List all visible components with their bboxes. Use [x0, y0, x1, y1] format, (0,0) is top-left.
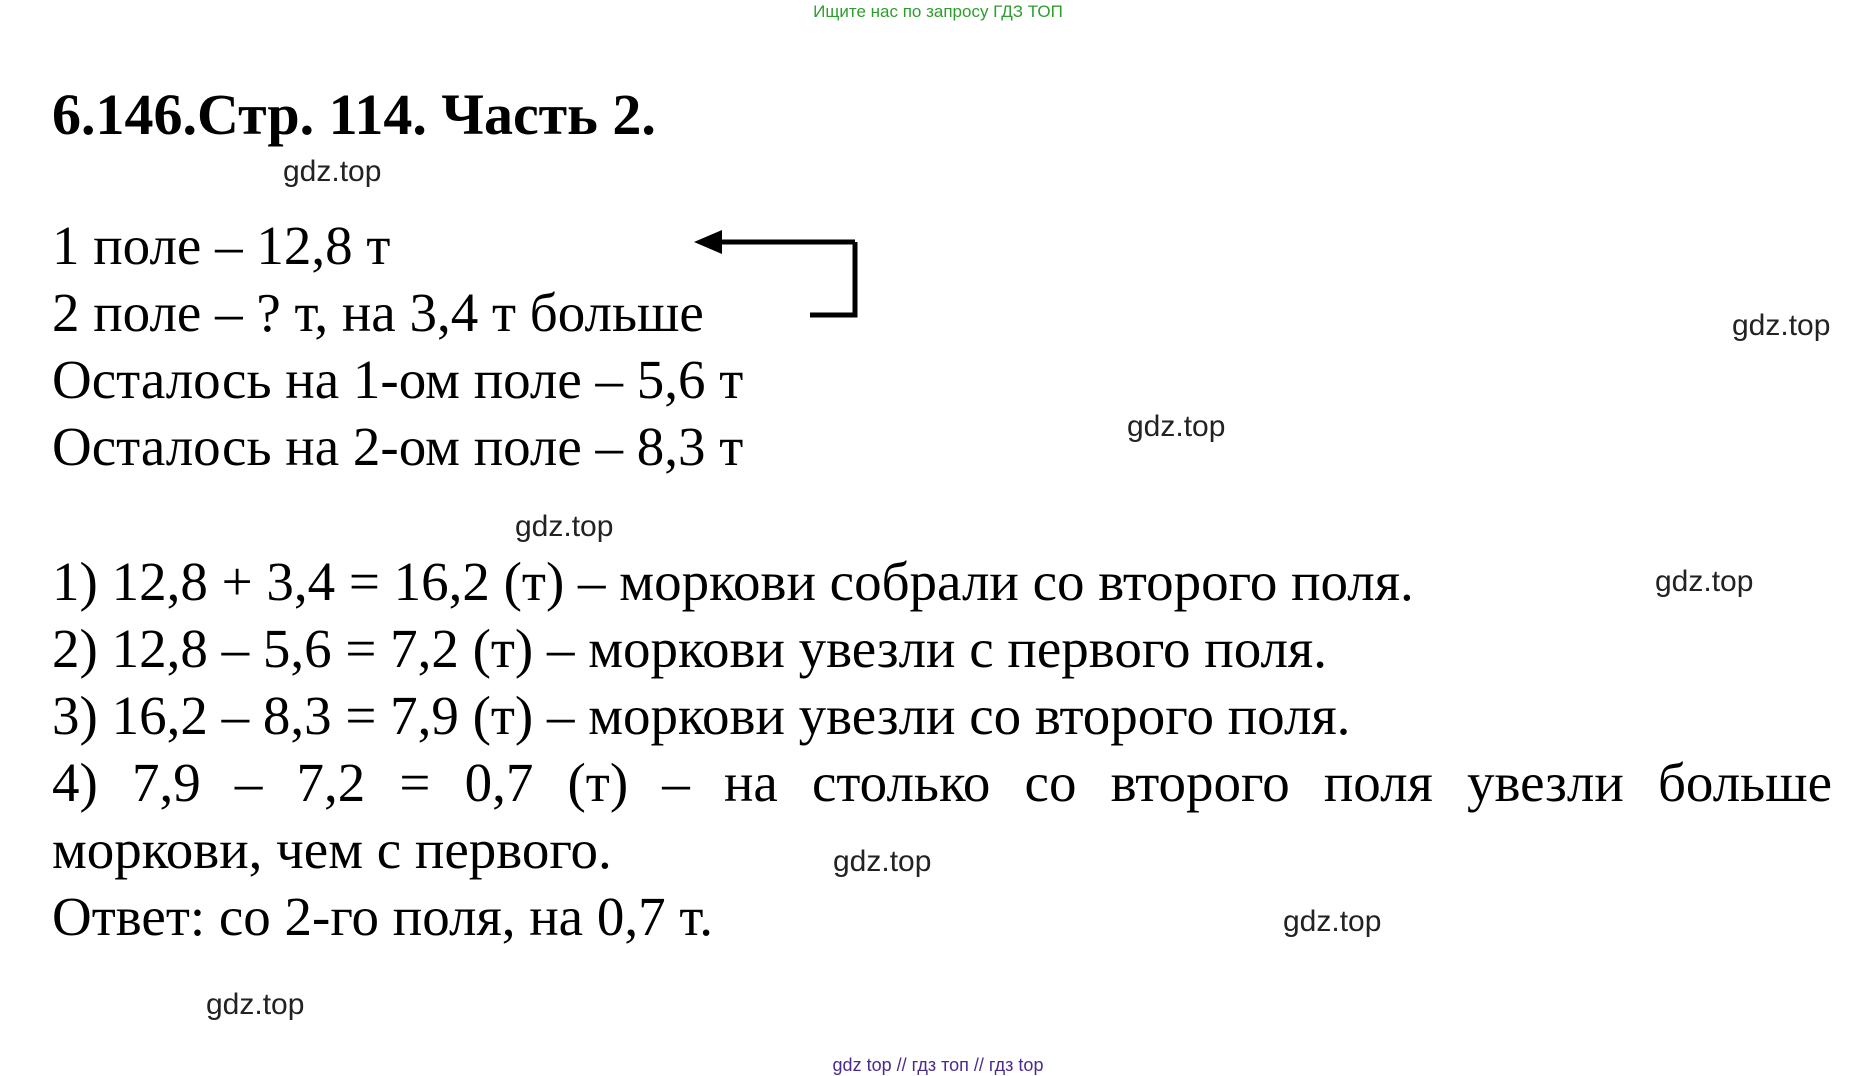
watermark: gdz.top [283, 155, 382, 188]
page-title: 6.146.Стр. 114. Часть 2. [52, 82, 656, 147]
watermark: gdz.top [206, 988, 305, 1021]
answer-line: Ответ: со 2-го поля, на 0,7 т. [52, 886, 713, 947]
watermark: gdz.top [1655, 565, 1754, 598]
condition-line-4: Осталось на 2-ом поле – 8,3 т [52, 416, 744, 477]
watermark: gdz.top [1283, 905, 1382, 938]
watermark: gdz.top [1127, 410, 1226, 443]
condition-line-1: 1 поле – 12,8 т [52, 215, 391, 276]
watermark: gdz.top [833, 845, 932, 878]
watermark: gdz.top [1732, 309, 1831, 342]
condition-line-2: 2 поле – ? т, на 3,4 т больше [52, 282, 704, 343]
bracket-arrow-icon [680, 222, 870, 332]
footer-links[interactable]: gdz top // гдз топ // гдз top [832, 1055, 1044, 1075]
solution-step-2: 2) 12,8 – 5,6 = 7,2 (т) – моркови увезли с первого поля. [52, 618, 1327, 679]
solution-step-4: 4) 7,9 – 7,2 = 0,7 (т) – на столько со второго поля увезли больше [52, 752, 1832, 813]
watermark: gdz.top [515, 510, 614, 543]
top-banner[interactable]: Ищите нас по запросу ГДЗ ТОП [813, 2, 1063, 21]
solution-step-1: 1) 12,8 + 3,4 = 16,2 (т) – моркови собрали со второго поля. [52, 551, 1414, 612]
solution-step-4-continued: моркови, чем с первого. [52, 819, 612, 880]
solution-step-3: 3) 16,2 – 8,3 = 7,9 (т) – моркови увезли со второго поля. [52, 685, 1351, 746]
condition-line-3: Осталось на 1-ом поле – 5,6 т [52, 349, 744, 410]
